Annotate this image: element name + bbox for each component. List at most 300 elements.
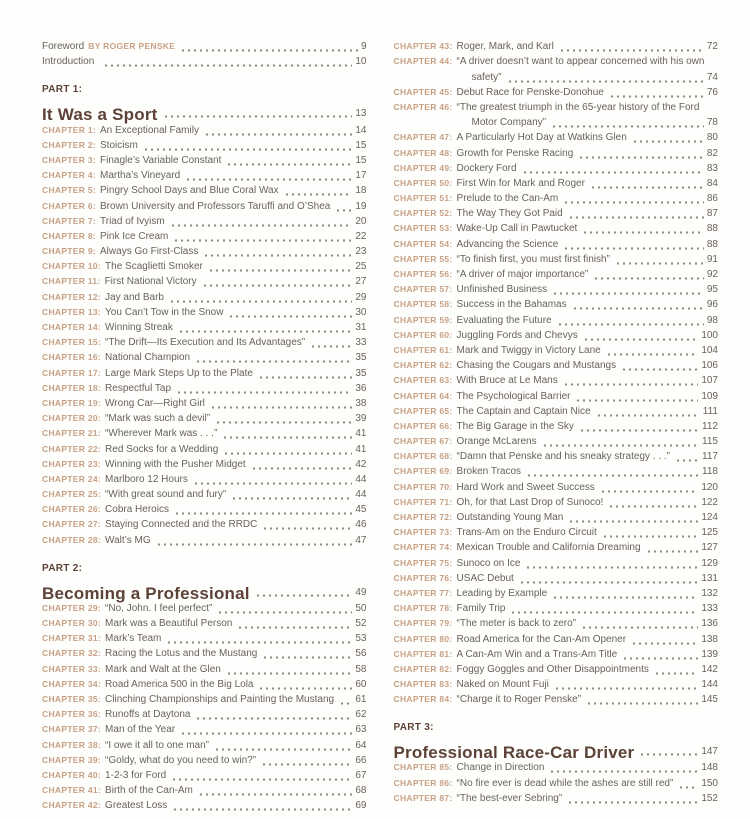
- chapter-title: Growth for Penske Racing: [456, 147, 574, 159]
- front-title: Introduction: [42, 56, 95, 68]
- chapter-number-label: CHAPTER 49:: [393, 162, 453, 173]
- toc-entry-chapter: [394, 554, 719, 569]
- leader-dots: [563, 383, 699, 386]
- page-number: 122: [701, 496, 718, 508]
- chapter-title: Stoicism: [100, 139, 138, 151]
- chapter-number-label: CHAPTER 74:: [393, 542, 453, 553]
- chapter-title: Wrong Car—Right Girl: [105, 397, 205, 409]
- part-label: PART 3:: [393, 722, 434, 734]
- leader-dots: [180, 49, 358, 52]
- page-number: 35: [355, 367, 367, 379]
- chapter-title: “Damn that Penske and his sneaky strategy . . .”: [456, 451, 670, 463]
- chapter-title: Broken Tracos: [456, 466, 522, 478]
- page-number: 49: [355, 586, 367, 598]
- toc-entry-chapter: [394, 463, 719, 478]
- page-number: 118: [702, 466, 718, 478]
- toc-entry-chapter: [394, 600, 719, 615]
- chapter-title: “I owe it all to one man”: [105, 739, 209, 751]
- chapter-number-label: CHAPTER 65:: [393, 405, 453, 416]
- toc-entry-chapter: [394, 342, 719, 357]
- page-number: 30: [355, 306, 367, 318]
- toc-entry-chapter: [394, 418, 719, 433]
- toc-entry-chapter: [42, 721, 367, 736]
- leader-dots: [178, 330, 353, 333]
- leader-dots: [568, 520, 698, 523]
- toc-entry-chapter: [42, 425, 367, 440]
- leader-dots: [226, 672, 353, 675]
- leader-dots: [103, 64, 352, 67]
- chapter-number-label: CHAPTER 86:: [393, 777, 453, 788]
- toc-entry-chapter-wrapped: [394, 53, 719, 83]
- toc-entry-chapter: [42, 645, 367, 660]
- page-number: 133: [701, 603, 718, 615]
- page-number: 22: [355, 230, 367, 242]
- page-number: 74: [706, 71, 718, 83]
- leader-dots: [583, 338, 699, 341]
- leader-dots: [195, 717, 352, 720]
- leader-dots: [519, 581, 699, 584]
- toc-entry-chapter: [394, 281, 719, 296]
- leader-dots: [507, 80, 704, 83]
- toc-entry-chapter: [42, 167, 367, 182]
- page-number: 117: [702, 451, 718, 463]
- toc-entry-chapter: [394, 129, 719, 144]
- chapter-title: A Particularly Hot Day at Watkins Glen: [456, 132, 627, 144]
- page-number: 13: [355, 108, 367, 120]
- chapter-title: Cobra Heroics: [105, 504, 169, 516]
- chapter-title: Juggling Fords and Chevys: [456, 329, 578, 341]
- front-suffix: BY ROGER PENSKE: [88, 41, 176, 52]
- toc-entry-chapter: [42, 691, 367, 706]
- page-number: 88: [706, 223, 718, 235]
- leader-dots: [551, 125, 704, 128]
- chapter-title: Greatest Loss: [105, 800, 168, 812]
- page-number: 64: [355, 739, 367, 751]
- toc-entry-chapter: [42, 213, 367, 228]
- chapter-title: Walt’s MG: [105, 534, 151, 546]
- toc-entry-chapter: [394, 676, 719, 691]
- toc-entry-chapter: [394, 235, 719, 250]
- chapter-title: “No, John. I feel perfect”: [105, 602, 213, 614]
- chapter-number-label: CHAPTER 57:: [393, 284, 453, 295]
- chapter-title: Marlboro 12 Hours: [105, 473, 188, 485]
- chapter-number-label: CHAPTER 71:: [393, 496, 453, 507]
- leader-dots: [554, 687, 698, 690]
- chapter-title: Staying Connected and the RRDC: [105, 519, 258, 531]
- chapter-title: Outstanding Young Man: [456, 512, 564, 523]
- page-number: 144: [701, 679, 718, 691]
- toc-entry-chapter: [42, 531, 367, 546]
- chapter-title: Leading by Example: [456, 587, 548, 599]
- chapter-title-line1-row: [394, 53, 719, 68]
- toc-entry-chapter: [394, 403, 719, 418]
- chapter-title: Change in Direction: [456, 762, 545, 774]
- leader-dots: [173, 239, 352, 242]
- page-number: 139: [701, 648, 718, 660]
- leader-dots: [258, 376, 352, 379]
- leader-dots: [557, 323, 704, 326]
- leader-dots: [542, 444, 699, 447]
- toc-entry-chapter: [42, 334, 367, 349]
- chapter-number-label: CHAPTER 76:: [393, 572, 453, 583]
- toc-entry-chapter: [394, 448, 719, 463]
- chapter-number-label: CHAPTER 15:: [42, 337, 102, 348]
- toc-entry-front: [42, 53, 367, 68]
- page-number: 33: [355, 337, 367, 349]
- page-number: 47: [355, 534, 367, 546]
- chapter-title: The Scaglietti Smoker: [105, 261, 203, 273]
- page-number: 129: [701, 557, 718, 569]
- leader-dots: [202, 284, 353, 287]
- chapter-number-label: CHAPTER 39:: [42, 754, 102, 765]
- leader-dots: [172, 808, 352, 811]
- leader-dots: [615, 262, 704, 265]
- leader-dots: [204, 133, 352, 136]
- leader-dots: [600, 490, 699, 493]
- toc-entry-part: [42, 562, 367, 603]
- chapter-number-label: CHAPTER 73:: [393, 527, 453, 538]
- chapter-number-label: CHAPTER 80:: [393, 633, 453, 644]
- toc-entry-chapter: [42, 660, 367, 675]
- chapter-title: USAC Debut: [456, 572, 514, 584]
- page-number: 44: [355, 489, 367, 501]
- chapter-number-label: CHAPTER 25:: [42, 489, 102, 500]
- chapter-title: “A driver of major importance”: [456, 269, 589, 280]
- chapter-number-label: CHAPTER 61:: [393, 344, 453, 355]
- page-number: 20: [355, 215, 367, 227]
- page-number: 27: [355, 276, 367, 288]
- chapter-number-label: CHAPTER 70:: [393, 481, 453, 492]
- chapter-number-label: CHAPTER 11:: [42, 276, 101, 287]
- chapter-title: You Can’t Tow in the Snow: [105, 306, 224, 318]
- leader-dots: [195, 360, 352, 363]
- page-number: 41: [355, 443, 367, 455]
- toc-entry-chapter: [42, 182, 367, 197]
- toc-entry-chapter: [42, 486, 367, 501]
- chapter-title: Pink Ice Cream: [100, 230, 169, 242]
- page-number: 92: [706, 269, 718, 280]
- toc-entry-chapter: [42, 349, 367, 364]
- leader-dots: [156, 543, 353, 546]
- chapter-number-label: CHAPTER 10:: [42, 261, 102, 272]
- chapter-title: Wake-Up Call in Pawtucket: [456, 223, 578, 235]
- chapter-number-label: CHAPTER 24:: [42, 473, 102, 484]
- chapter-number-label: CHAPTER 53:: [393, 223, 453, 234]
- leader-dots: [568, 216, 704, 219]
- chapter-number-label: CHAPTER 17:: [42, 367, 102, 378]
- chapter-number-label: CHAPTER 3:: [42, 154, 97, 165]
- leader-dots: [255, 594, 353, 597]
- toc-entry-chapter: [42, 456, 367, 471]
- toc-entry-chapter: [394, 630, 719, 645]
- page-number: 9: [360, 41, 367, 53]
- leader-dots: [226, 163, 352, 166]
- leader-dots: [170, 224, 353, 227]
- part-heading-row: [42, 576, 367, 603]
- toc-entry-chapter: [394, 539, 719, 554]
- leader-dots: [214, 748, 352, 751]
- chapter-title: Mark’s Team: [105, 633, 162, 645]
- leader-dots: [335, 209, 352, 212]
- page-number: 138: [701, 633, 718, 645]
- chapter-number-label: CHAPTER 67:: [393, 436, 453, 447]
- chapter-title: Winning with the Pusher Midget: [105, 458, 246, 470]
- leader-dots: [646, 550, 699, 553]
- chapter-title: Mark and Twiggy in Victory Lane: [456, 344, 601, 356]
- chapter-title: Red Socks for a Wedding: [105, 443, 219, 455]
- chapter-title: An Exceptional Family: [100, 124, 199, 136]
- chapter-number-label: CHAPTER 23:: [42, 458, 102, 469]
- leader-dots: [575, 399, 698, 402]
- chapter-title: Mexican Trouble and California Dreaming: [456, 542, 641, 554]
- toc-entry-chapter: [42, 615, 367, 630]
- chapter-number-label: CHAPTER 82:: [393, 663, 453, 674]
- toc-entry-front: [42, 38, 367, 53]
- leader-dots: [193, 482, 353, 485]
- chapter-title: Clinching Championships and Painting the Mustang: [105, 693, 335, 705]
- leader-dots: [185, 178, 352, 181]
- chapter-number-label: CHAPTER 19:: [42, 397, 102, 408]
- toc-entry-chapter: [42, 676, 367, 691]
- leader-dots: [602, 535, 699, 538]
- chapter-number-label: CHAPTER 6:: [42, 200, 97, 211]
- chapter-number-label: CHAPTER 83:: [393, 679, 453, 690]
- page-number: 46: [355, 519, 367, 531]
- toc-entry-chapter: [394, 661, 719, 676]
- chapter-title: “The meter is back to zero”: [456, 618, 577, 630]
- leader-dots: [310, 345, 352, 348]
- page-number: 96: [706, 299, 718, 311]
- chapter-title: Mark was a Beautiful Person: [105, 618, 233, 629]
- leader-dots: [609, 95, 704, 98]
- toc-entry-chapter: [394, 251, 719, 266]
- toc-entry-chapter: [394, 311, 719, 326]
- page-number: 152: [701, 792, 718, 804]
- page-number: 56: [355, 648, 367, 660]
- leader-dots: [593, 277, 704, 280]
- chapter-title-line1-row: [394, 99, 719, 114]
- toc-entry-chapter: [42, 137, 367, 152]
- chapter-title: Respectful Tap: [105, 382, 172, 394]
- chapter-title: Hard Work and Sweet Success: [456, 481, 595, 493]
- chapter-number-label: CHAPTER 37:: [42, 724, 102, 735]
- chapter-title: A Can-Am Win and a Trans-Am Title: [456, 648, 618, 660]
- page-number: 98: [706, 314, 718, 326]
- toc-entry-chapter: [42, 152, 367, 167]
- page-number: 150: [701, 777, 718, 789]
- chapter-number-label: CHAPTER 21:: [42, 428, 102, 439]
- leader-dots: [552, 292, 704, 295]
- chapter-title-line1: “A driver doesn’t want to appear concerned with his own: [456, 56, 705, 68]
- page-number: 147: [701, 746, 718, 758]
- chapter-title: “Charge it to Roger Penske”: [456, 694, 582, 706]
- chapter-number-label: CHAPTER 56:: [393, 269, 453, 279]
- page-number: 104: [701, 344, 718, 356]
- page-number: 106: [701, 360, 718, 372]
- page-number: 88: [706, 238, 718, 250]
- toc-entry-chapter: [394, 38, 719, 53]
- chapter-title: 1-2-3 for Ford: [105, 769, 167, 781]
- chapter-title: “No fire ever is dead while the ashes are still red”: [456, 777, 674, 789]
- part-title: It Was a Sport: [42, 105, 158, 125]
- page-number: 67: [355, 769, 367, 781]
- chapter-number-label: CHAPTER 13:: [42, 306, 102, 317]
- chapter-number-label: CHAPTER 60:: [393, 329, 453, 340]
- page-number: 18: [355, 185, 367, 197]
- toc-entry-chapter: [42, 471, 367, 486]
- page-number: 145: [701, 694, 718, 706]
- chapter-number-label: CHAPTER 59:: [393, 314, 453, 325]
- chapter-title-line2: Motor Company”: [471, 117, 546, 129]
- page-number: 17: [355, 170, 367, 182]
- chapter-number-label: CHAPTER 2:: [42, 139, 97, 150]
- chapter-title: Oh, for that Last Drop of Sunoco!: [456, 496, 604, 508]
- page-number: 84: [706, 177, 718, 189]
- chapter-number-label: CHAPTER 51:: [393, 193, 453, 204]
- chapter-title: “The Drift—Its Execution and Its Advantages”: [105, 337, 306, 349]
- toc-entry-chapter: [42, 782, 367, 797]
- page-number: 42: [355, 458, 367, 470]
- leader-dots: [215, 421, 352, 424]
- chapter-number-label: CHAPTER 81:: [393, 648, 453, 659]
- toc-entry-chapter: [42, 630, 367, 645]
- page-number: 63: [355, 724, 367, 736]
- leader-dots: [572, 307, 704, 310]
- chapter-number-label: CHAPTER 68:: [393, 451, 453, 462]
- chapter-number-label: CHAPTER 26:: [42, 504, 102, 515]
- leader-dots: [581, 626, 698, 629]
- toc-entry-chapter: [394, 509, 719, 524]
- page-number: 127: [701, 542, 718, 554]
- chapter-number-label: CHAPTER 64:: [393, 390, 453, 401]
- leader-dots: [608, 505, 698, 508]
- chapter-title: Birth of the Can-Am: [105, 785, 193, 797]
- page-number: 58: [355, 663, 367, 675]
- part-label: PART 1:: [42, 84, 83, 96]
- chapter-title: Success in the Bahamas: [456, 299, 567, 311]
- toc-entry-chapter: [394, 372, 719, 387]
- chapter-number-label: CHAPTER 54:: [393, 238, 453, 249]
- page-number: 39: [355, 413, 367, 425]
- leader-dots: [222, 436, 352, 439]
- page-number: 142: [701, 663, 718, 675]
- toc-entry-chapter: [394, 646, 719, 661]
- leader-dots: [231, 497, 352, 500]
- chapter-number-label: CHAPTER 87:: [393, 792, 453, 803]
- chapter-number-label: CHAPTER 84:: [393, 694, 453, 705]
- page-number: 31: [355, 322, 367, 333]
- toc-entry-chapter: [394, 144, 719, 159]
- page-number: 115: [702, 436, 718, 448]
- page-number: 15: [355, 154, 367, 166]
- toc-entry-chapter: [42, 600, 367, 615]
- page-number: 23: [355, 246, 367, 258]
- page-number: 76: [706, 86, 718, 98]
- chapter-number-label: CHAPTER 22:: [42, 443, 102, 454]
- page-number: 44: [355, 473, 367, 485]
- page-number: 83: [706, 162, 718, 174]
- chapter-title: Orange McLarens: [456, 436, 537, 448]
- page-number: 82: [706, 147, 718, 159]
- toc-entry-chapter: [42, 243, 367, 258]
- part-label: PART 2:: [42, 562, 83, 574]
- chapter-number-label: CHAPTER 48:: [393, 147, 453, 158]
- chapter-title: Finagle’s Variable Constant: [100, 154, 222, 166]
- leader-dots: [166, 641, 352, 644]
- page-number: 61: [355, 693, 367, 705]
- page-number: 125: [701, 527, 718, 539]
- leader-dots: [606, 353, 699, 356]
- toc-entry-chapter: [42, 288, 367, 303]
- page-number: 35: [355, 352, 367, 364]
- chapter-title: “Goldy, what do you need to win?”: [105, 754, 257, 766]
- leader-dots: [675, 459, 699, 462]
- leader-dots: [563, 201, 704, 204]
- chapter-number-label: CHAPTER 40:: [42, 769, 102, 780]
- page-number: 38: [355, 397, 367, 409]
- leader-dots: [258, 687, 352, 690]
- toc-entry-chapter-wrapped: [394, 99, 719, 129]
- part-title: Becoming a Professional: [42, 583, 250, 603]
- chapter-number-label: CHAPTER 52:: [393, 208, 453, 219]
- chapter-title: Jay and Barb: [105, 291, 164, 303]
- chapter-number-label: CHAPTER 4:: [42, 170, 97, 181]
- toc-entry-chapter: [42, 319, 367, 334]
- leader-dots: [261, 763, 352, 766]
- toc-entry-chapter: [394, 296, 719, 311]
- leader-dots: [223, 452, 352, 455]
- page-number: 29: [355, 291, 367, 303]
- chapter-number-label: CHAPTER 38:: [42, 739, 102, 750]
- chapter-title: The Way They Got Paid: [456, 208, 563, 220]
- toc-entry-chapter: [42, 440, 367, 455]
- leader-dots: [163, 115, 353, 118]
- chapter-title: Dockery Ford: [456, 162, 517, 174]
- chapter-number-label: CHAPTER 31:: [42, 633, 102, 644]
- toc-column-left: [42, 38, 367, 819]
- chapter-number-label: CHAPTER 7:: [42, 215, 97, 226]
- leader-dots: [176, 391, 352, 394]
- toc-entry-chapter: [394, 570, 719, 585]
- leader-dots: [582, 231, 704, 234]
- toc-entry-chapter: [394, 190, 719, 205]
- chapter-title: Racing the Lotus and the Mustang: [105, 648, 258, 660]
- leader-dots: [552, 596, 698, 599]
- chapter-number-label: CHAPTER 77:: [393, 587, 453, 598]
- chapter-number-label: CHAPTER 32:: [42, 648, 102, 659]
- chapter-number-label: CHAPTER 28:: [42, 534, 102, 545]
- chapter-number-label: CHAPTER 72:: [393, 512, 453, 522]
- toc-entry-chapter: [42, 706, 367, 721]
- toc-entry-part: [393, 721, 719, 763]
- chapter-number-label: CHAPTER 42:: [42, 800, 102, 811]
- toc-entry-chapter: [394, 220, 719, 235]
- page-number: 132: [701, 587, 718, 599]
- chapter-title: Chasing the Cougars and Mustangs: [456, 360, 617, 372]
- leader-dots: [622, 657, 698, 660]
- toc-entry-chapter: [42, 380, 367, 395]
- chapter-number-label: CHAPTER 79:: [393, 618, 453, 629]
- chapter-title: “The best-ever Sebring”: [456, 792, 563, 804]
- chapter-title: Naked on Mount Fuji: [456, 679, 549, 691]
- page-number: 69: [355, 800, 367, 812]
- toc-entry-chapter: [394, 387, 719, 402]
- leader-dots: [567, 801, 698, 804]
- page-number: 10: [355, 56, 367, 68]
- toc-entry-chapter: [394, 615, 719, 630]
- toc-entry-chapter: [42, 121, 367, 136]
- chapter-number-label: CHAPTER 62:: [393, 360, 453, 371]
